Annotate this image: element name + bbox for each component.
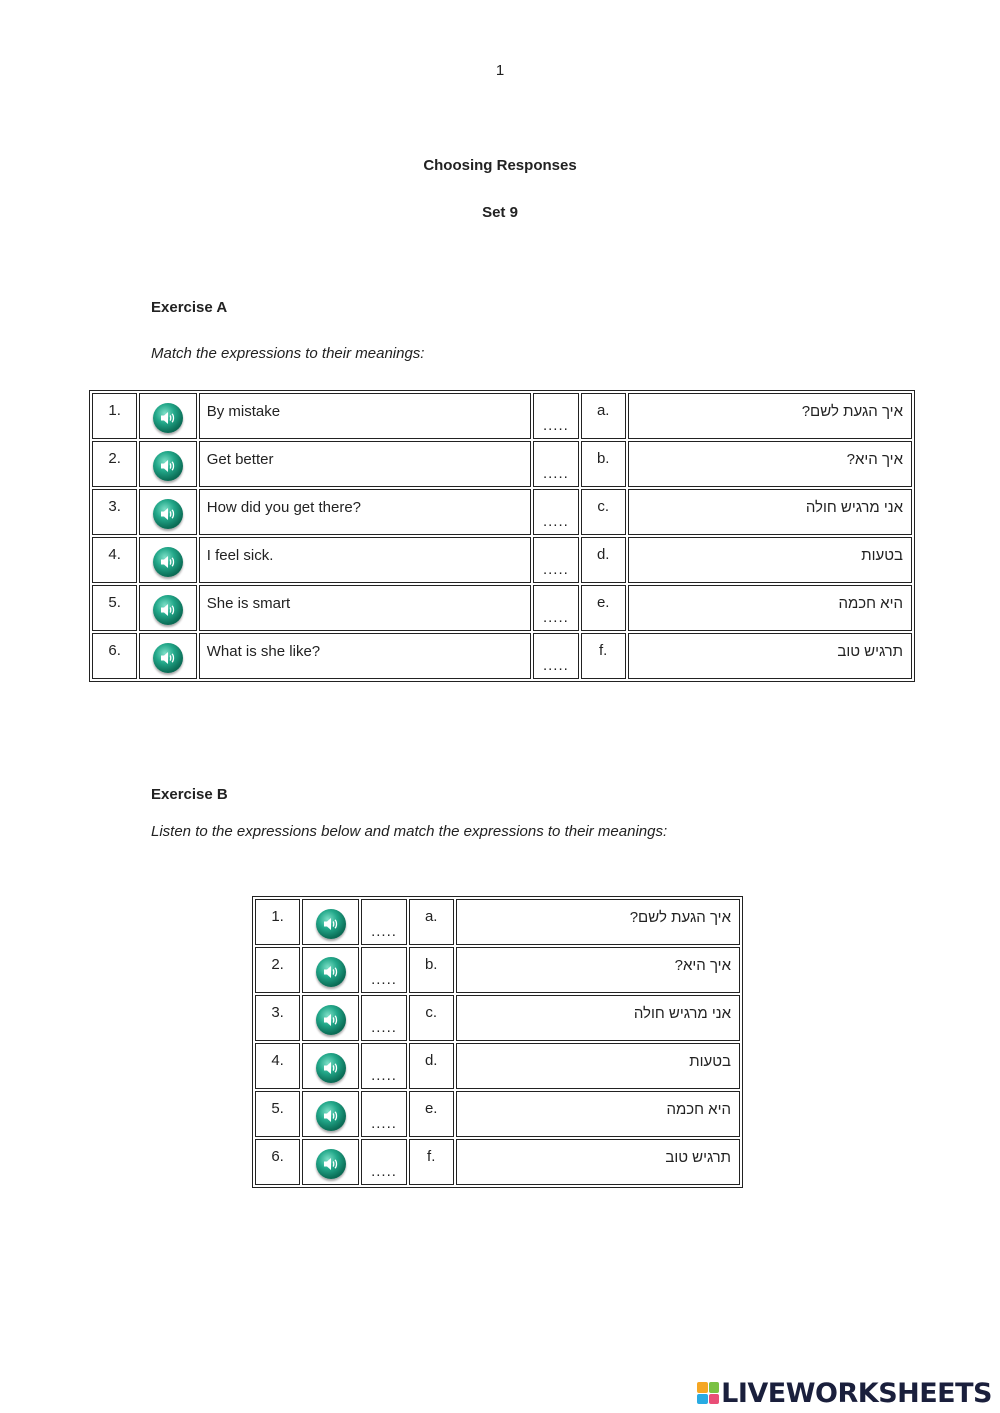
option-letter-cell (581, 633, 626, 679)
page-number: 1 (495, 62, 505, 79)
english-expression-cell (199, 537, 531, 583)
english-expression-cell (199, 489, 531, 535)
hebrew-meaning: איך הגעת לשם? (629, 909, 731, 926)
row-number-cell (92, 393, 137, 439)
row-number-cell (92, 489, 137, 535)
exercise-a-table (89, 390, 915, 682)
table-row (255, 947, 740, 993)
option-letter-cell (581, 393, 626, 439)
hebrew-meaning-cell (456, 947, 740, 993)
answer-blank[interactable]: ..... (371, 1067, 397, 1084)
hebrew-meaning: איך הגעת לשם? (801, 403, 903, 420)
option-letter-cell (581, 537, 626, 583)
table-row (92, 537, 912, 583)
answer-blank[interactable]: ..... (542, 465, 569, 482)
speaker-icon[interactable] (316, 1005, 346, 1035)
row-number-cell (255, 947, 300, 993)
option-letter-cell (409, 1043, 454, 1089)
answer-blank-cell[interactable] (361, 1043, 406, 1089)
answer-blank[interactable]: ..... (542, 609, 569, 626)
table-row (255, 1139, 740, 1185)
row-number: 4. (108, 545, 121, 563)
option-letter-cell (581, 489, 626, 535)
audio-cell (139, 393, 196, 439)
hebrew-meaning: איך היא? (846, 451, 903, 468)
answer-blank[interactable]: ..... (371, 1019, 397, 1036)
english-expression-cell (199, 633, 531, 679)
row-number: 3. (271, 1003, 284, 1021)
row-number: 5. (271, 1099, 284, 1117)
option-letter: f. (427, 1147, 436, 1165)
answer-blank[interactable]: ..... (542, 657, 569, 674)
hebrew-meaning-cell (456, 995, 740, 1041)
answer-blank[interactable]: ..... (542, 513, 569, 530)
answer-blank[interactable]: ..... (371, 1115, 397, 1132)
option-letter: a. (424, 907, 438, 925)
row-number-cell (255, 1043, 300, 1089)
document-subtitle: Set 9 (482, 204, 518, 221)
row-number: 2. (108, 449, 121, 467)
row-number-cell (92, 441, 137, 487)
english-expression: How did you get there? (206, 499, 362, 516)
audio-cell (302, 1043, 359, 1089)
speaker-icon[interactable] (153, 499, 183, 529)
row-number-cell (255, 899, 300, 945)
answer-blank-cell[interactable] (361, 995, 406, 1041)
hebrew-meaning: היא חכמה (666, 1101, 731, 1118)
hebrew-meaning-cell (628, 633, 912, 679)
table-row (255, 899, 740, 945)
row-number: 5. (108, 593, 121, 611)
hebrew-meaning-cell (628, 489, 912, 535)
audio-cell (302, 1139, 359, 1185)
hebrew-meaning: אני מרגיש חולה (633, 1005, 731, 1022)
document-title: Choosing Responses (423, 157, 577, 174)
table-row (92, 489, 912, 535)
row-number-cell (92, 633, 137, 679)
option-letter: a. (596, 401, 610, 419)
option-letter: b. (596, 449, 610, 467)
hebrew-meaning: בטעות (689, 1053, 731, 1070)
speaker-icon[interactable] (316, 1149, 346, 1179)
speaker-icon[interactable] (316, 957, 346, 987)
answer-blank[interactable]: ..... (542, 417, 569, 434)
english-expression-cell (199, 393, 531, 439)
hebrew-meaning: איך היא? (674, 957, 731, 974)
row-number: 1. (271, 907, 284, 925)
option-letter-cell (581, 441, 626, 487)
row-number: 6. (108, 641, 121, 659)
option-letter: d. (596, 545, 610, 563)
option-letter: c. (425, 1003, 438, 1021)
table-row (255, 1091, 740, 1137)
option-letter-cell (409, 995, 454, 1041)
answer-blank-cell[interactable] (533, 489, 578, 535)
option-letter: c. (597, 497, 610, 515)
hebrew-meaning-cell (456, 899, 740, 945)
row-number: 4. (271, 1051, 284, 1069)
answer-blank-cell[interactable] (533, 585, 578, 631)
exercise-b-heading: Exercise B (151, 786, 228, 803)
option-letter-cell (409, 1139, 454, 1185)
option-letter: e. (424, 1099, 438, 1117)
speaker-icon[interactable] (153, 595, 183, 625)
answer-blank[interactable]: ..... (371, 971, 397, 988)
english-expression: I feel sick. (206, 547, 274, 564)
option-letter: d. (424, 1051, 438, 1069)
exercise-a-heading: Exercise A (151, 299, 228, 316)
exercise-b-table (252, 896, 743, 1188)
logo-text: LIVEWORKSHEETS (721, 1377, 992, 1409)
answer-blank-cell[interactable] (361, 899, 406, 945)
answer-blank-cell[interactable] (361, 1091, 406, 1137)
speaker-icon[interactable] (316, 909, 346, 939)
hebrew-meaning-cell (456, 1139, 740, 1185)
hebrew-meaning: אני מרגיש חולה (805, 499, 903, 516)
english-expression: By mistake (206, 403, 281, 420)
speaker-icon[interactable] (153, 547, 183, 577)
option-letter: e. (596, 593, 610, 611)
option-letter-cell (409, 1091, 454, 1137)
row-number-cell (255, 995, 300, 1041)
english-expression-cell (199, 441, 531, 487)
liveworksheets-logo (697, 1379, 992, 1407)
speaker-icon[interactable] (316, 1053, 346, 1083)
hebrew-meaning-cell (628, 537, 912, 583)
answer-blank-cell[interactable] (533, 633, 578, 679)
answer-blank-cell[interactable] (533, 393, 578, 439)
hebrew-meaning: בטעות (861, 547, 903, 564)
speaker-icon[interactable] (153, 403, 183, 433)
option-letter-cell (409, 947, 454, 993)
speaker-icon[interactable] (153, 643, 183, 673)
audio-cell (139, 585, 196, 631)
audio-cell (302, 995, 359, 1041)
answer-blank[interactable]: ..... (542, 561, 569, 578)
row-number: 2. (271, 955, 284, 973)
english-expression: Get better (206, 451, 274, 468)
audio-cell (302, 1091, 359, 1137)
table-row (255, 995, 740, 1041)
audio-cell (139, 441, 196, 487)
answer-blank[interactable]: ..... (371, 1163, 397, 1180)
speaker-icon[interactable] (153, 451, 183, 481)
table-row (92, 441, 912, 487)
row-number: 1. (108, 401, 121, 419)
liveworksheets-logo-icon (697, 1382, 719, 1404)
audio-cell (139, 633, 196, 679)
hebrew-meaning-cell (456, 1043, 740, 1089)
english-expression-cell (199, 585, 531, 631)
table-row (92, 585, 912, 631)
english-expression: What is she like? (206, 643, 321, 660)
hebrew-meaning: היא חכמה (838, 595, 903, 612)
hebrew-meaning: תרגיש טוב (665, 1149, 731, 1166)
table-row (92, 633, 912, 679)
hebrew-meaning-cell (628, 393, 912, 439)
hebrew-meaning-cell (628, 585, 912, 631)
option-letter-cell (581, 585, 626, 631)
answer-blank-cell[interactable] (533, 537, 578, 583)
option-letter: b. (424, 955, 438, 973)
option-letter: f. (599, 641, 608, 659)
hebrew-meaning-cell (456, 1091, 740, 1137)
answer-blank-cell[interactable] (361, 1139, 406, 1185)
row-number-cell (255, 1139, 300, 1185)
audio-cell (302, 947, 359, 993)
answer-blank[interactable]: ..... (371, 923, 397, 940)
audio-cell (302, 899, 359, 945)
exercise-a-instruction: Match the expressions to their meanings: (151, 345, 425, 362)
answer-blank-cell[interactable] (361, 947, 406, 993)
row-number-cell (92, 585, 137, 631)
audio-cell (139, 489, 196, 535)
row-number-cell (255, 1091, 300, 1137)
english-expression: She is smart (206, 595, 291, 612)
answer-blank-cell[interactable] (533, 441, 578, 487)
speaker-icon[interactable] (316, 1101, 346, 1131)
table-row (92, 393, 912, 439)
hebrew-meaning: תרגיש טוב (837, 643, 903, 660)
row-number: 6. (271, 1147, 284, 1165)
audio-cell (139, 537, 196, 583)
table-row (255, 1043, 740, 1089)
row-number: 3. (108, 497, 121, 515)
row-number-cell (92, 537, 137, 583)
exercise-b-instruction: Listen to the expressions below and match the expressions to their meanings: (151, 823, 668, 840)
hebrew-meaning-cell (628, 441, 912, 487)
option-letter-cell (409, 899, 454, 945)
